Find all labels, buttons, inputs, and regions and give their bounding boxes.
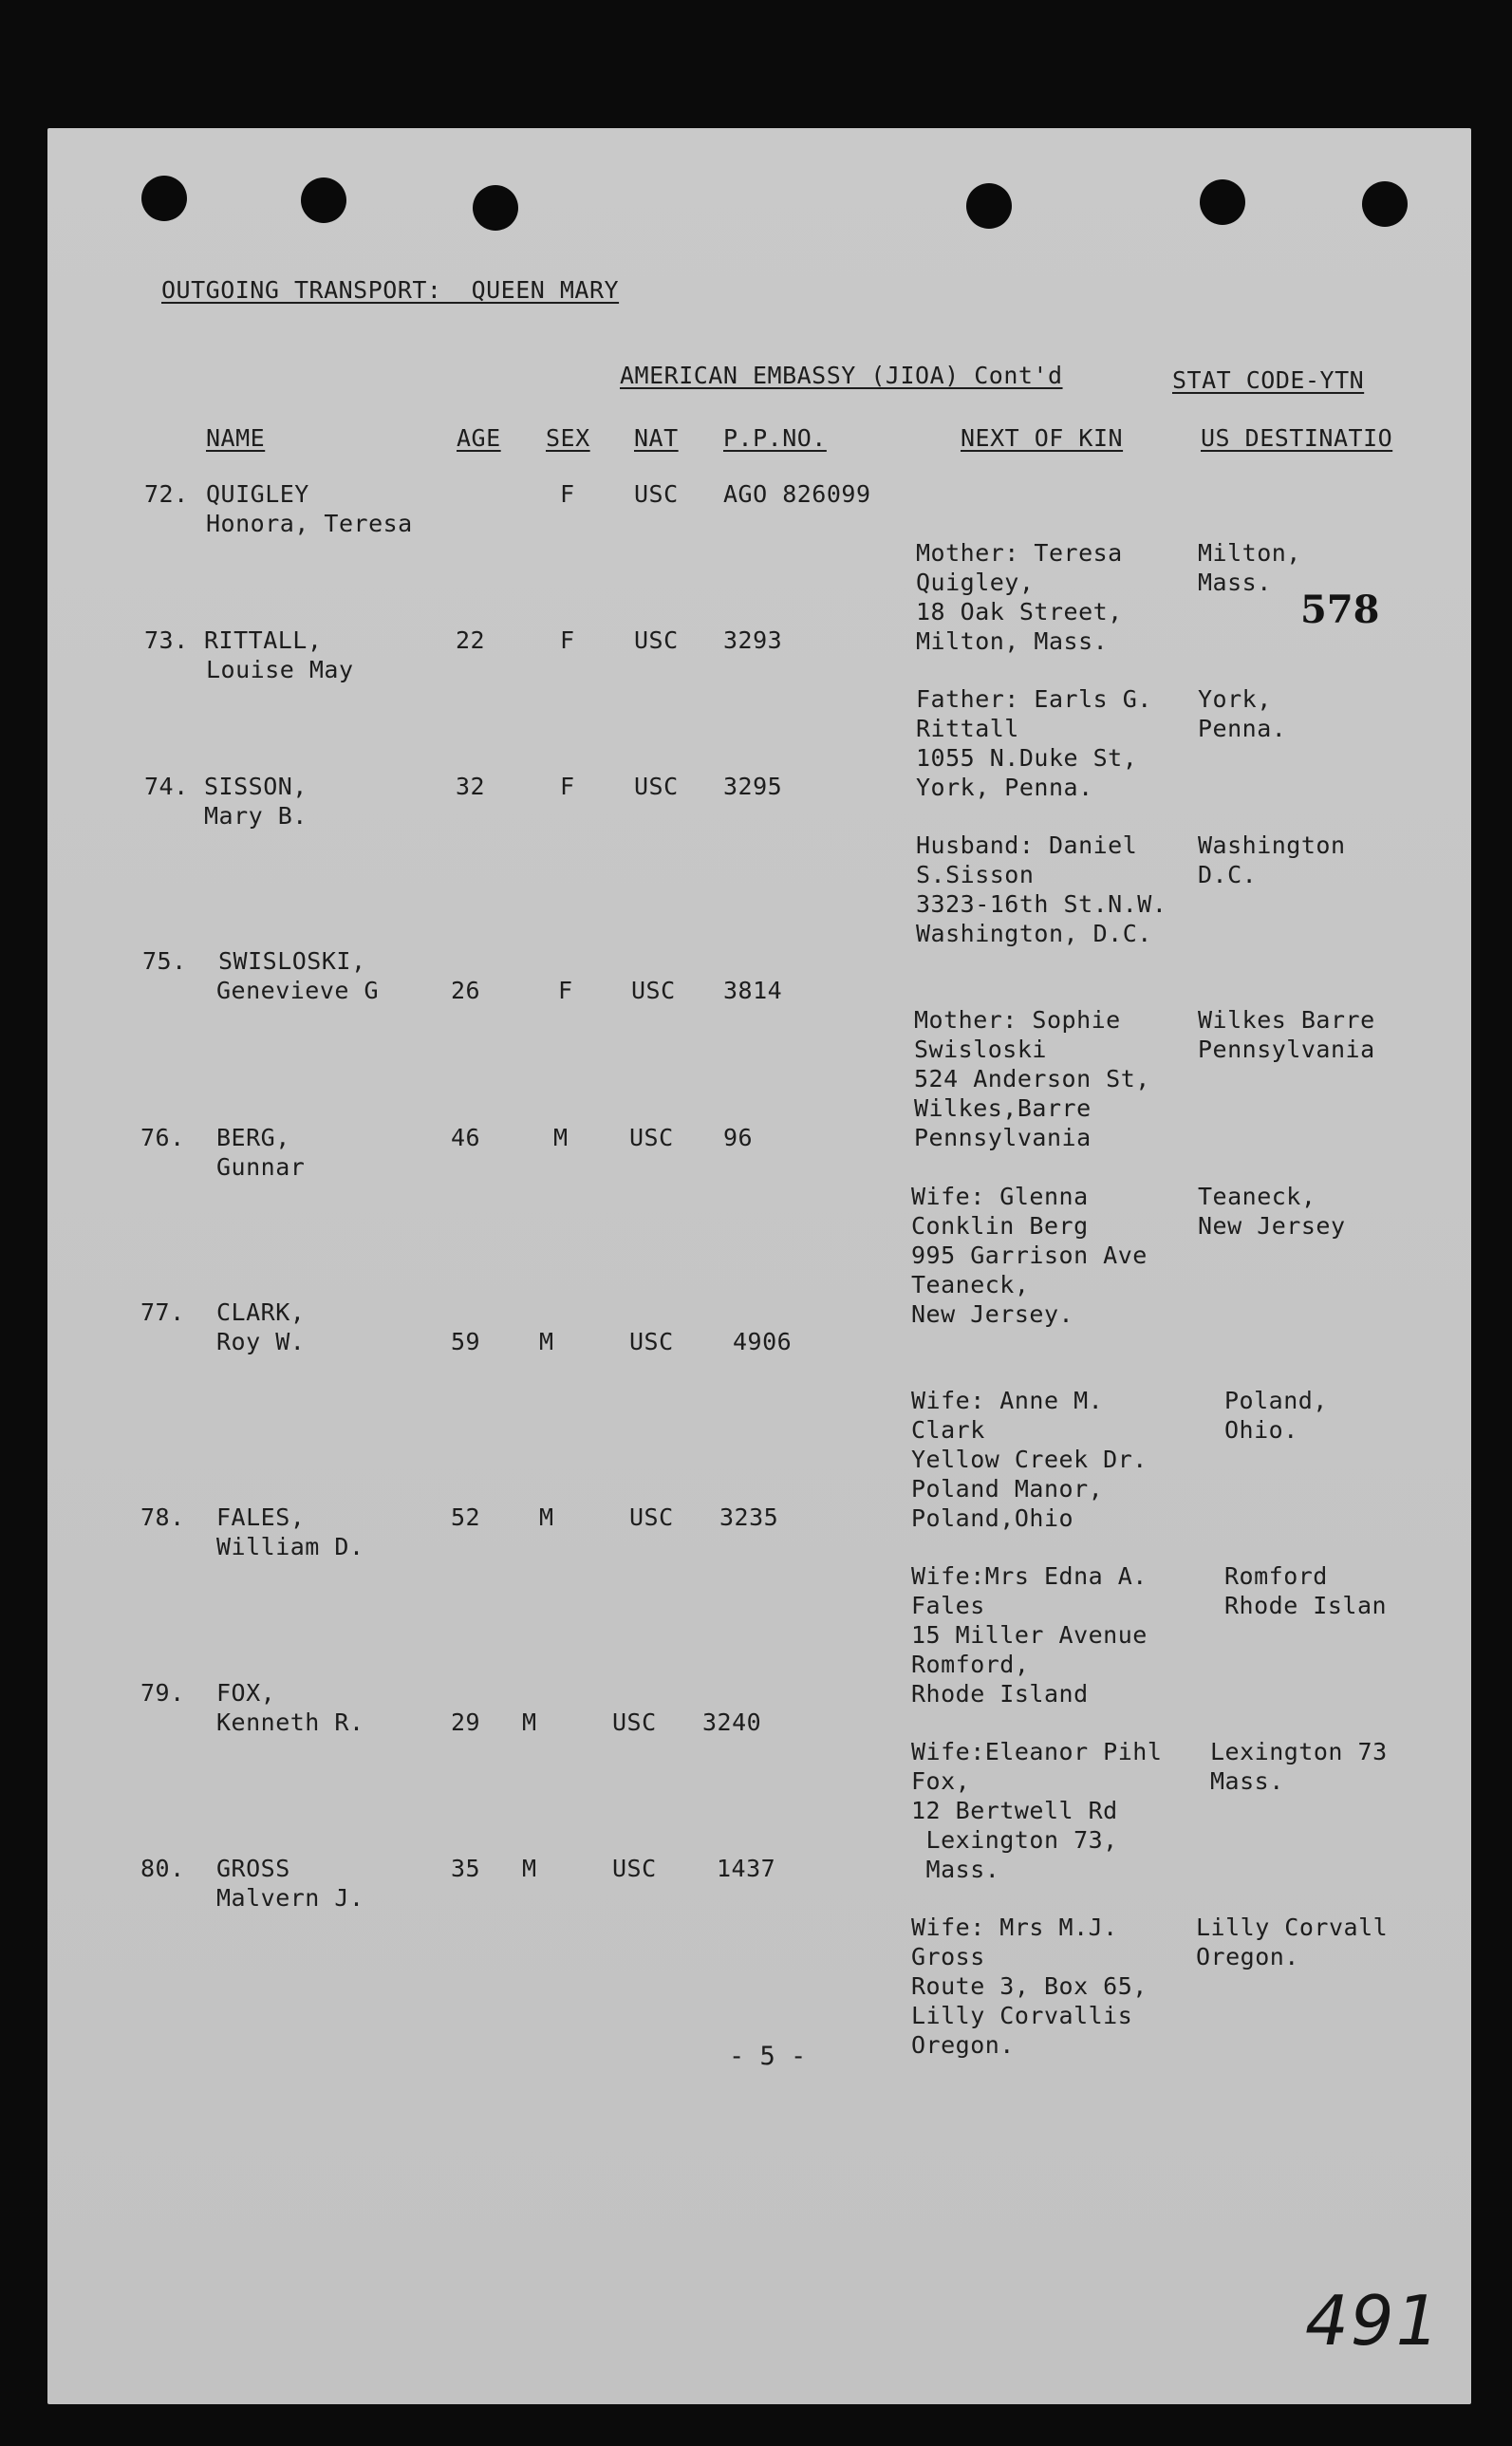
stamp-number: 578 xyxy=(1300,588,1380,632)
age-value: 26 xyxy=(451,977,481,1004)
nat-value: USC xyxy=(629,1328,674,1355)
row-number: 80. xyxy=(140,1855,185,1882)
nat-value: USC xyxy=(629,1124,674,1151)
sex-value: M xyxy=(522,1855,537,1882)
passport-number: 3235 xyxy=(719,1503,779,1531)
next-of-kin: Mother: Teresa Quigley, 18 Oak Street, Milton, Mass. xyxy=(916,539,1123,655)
us-destination: York, Penna. xyxy=(1198,685,1287,742)
age-value: 52 xyxy=(451,1503,481,1531)
stat-code-heading: STAT CODE-YTN xyxy=(1172,366,1365,394)
nat-value: USC xyxy=(634,480,679,508)
next-of-kin: Husband: Daniel S.Sisson 3323-16th St.N.W. Washington, D.C. xyxy=(916,831,1167,947)
nat-value: USC xyxy=(634,626,679,654)
sex-value: F xyxy=(560,773,575,800)
row-number: 78. xyxy=(140,1503,185,1531)
column-header-pp: P.P.NO. xyxy=(723,424,827,452)
passport-number: 3240 xyxy=(702,1708,762,1736)
row-number: 73. xyxy=(144,626,189,654)
next-of-kin: Wife: Mrs M.J. Gross Route 3, Box 65, Lilly Corvallis Oregon. xyxy=(911,1914,1148,2059)
next-of-kin: Wife:Mrs Edna A. Fales 15 Miller Avenue Romford, Rhode Island xyxy=(911,1562,1148,1708)
sex-value: M xyxy=(522,1708,537,1736)
transport-heading: OUTGOING TRANSPORT: QUEEN MARY xyxy=(161,276,620,304)
row-number: 74. xyxy=(144,773,189,800)
age-value: 29 xyxy=(451,1708,481,1736)
given-names: Louise May xyxy=(206,656,354,683)
given-names: Malvern J. xyxy=(216,1884,364,1912)
us-destination: Poland, Ohio. xyxy=(1224,1387,1328,1444)
given-names: Genevieve G xyxy=(216,977,380,1004)
column-header-nat: NAT xyxy=(634,424,679,452)
passport-number: 3293 xyxy=(723,626,783,654)
given-names: William D. xyxy=(216,1533,364,1560)
nat-value: USC xyxy=(612,1855,657,1882)
surname: SWISLOSKI, xyxy=(218,947,366,975)
row-number: 79. xyxy=(140,1679,185,1707)
passport-number: 96 xyxy=(723,1124,754,1151)
age-value: 35 xyxy=(451,1855,481,1882)
page-number: - 5 - xyxy=(729,2042,807,2071)
embassy-heading: AMERICAN EMBASSY (JIOA) Cont'd xyxy=(620,362,1063,389)
us-destination: Teaneck, New Jersey xyxy=(1198,1183,1346,1240)
us-destination: Romford Rhode Islan xyxy=(1224,1562,1388,1619)
column-header-age: AGE xyxy=(457,424,501,452)
us-destination: Washington D.C. xyxy=(1198,831,1346,888)
sex-value: M xyxy=(553,1124,569,1151)
us-destination: Lilly Corvall Oregon. xyxy=(1196,1914,1389,1970)
column-header-kin: NEXT OF KIN xyxy=(961,424,1124,452)
surname: GROSS xyxy=(216,1855,290,1882)
surname: QUIGLEY xyxy=(206,480,309,508)
passport-number: 3814 xyxy=(723,977,783,1004)
next-of-kin: Father: Earls G. Rittall 1055 N.Duke St, York, Penna. xyxy=(916,685,1152,801)
punch-hole xyxy=(1200,179,1245,225)
next-of-kin: Wife:Eleanor Pihl Fox, 12 Bertwell Rd Lexington 73, Mass. xyxy=(911,1738,1163,1883)
sex-value: F xyxy=(558,977,573,1004)
sex-value: M xyxy=(539,1328,554,1355)
row-number: 72. xyxy=(144,480,189,508)
handwritten-number: 491 xyxy=(1305,2281,1442,2361)
punch-hole xyxy=(1362,181,1408,227)
column-header-sex: SEX xyxy=(546,424,590,452)
passport-number: 3295 xyxy=(723,773,783,800)
nat-value: USC xyxy=(634,773,679,800)
next-of-kin: Mother: Sophie Swisloski 524 Anderson St, Wilkes,Barre Pennsylvania xyxy=(914,1006,1150,1151)
surname: BERG, xyxy=(216,1124,290,1151)
nat-value: USC xyxy=(612,1708,657,1736)
nat-value: USC xyxy=(629,1503,674,1531)
passport-number: AGO 826099 xyxy=(723,480,871,508)
column-header-dest: US DESTINATIO xyxy=(1201,424,1393,452)
row-number: 75. xyxy=(142,947,187,975)
age-value: 59 xyxy=(451,1328,481,1355)
age-value: 46 xyxy=(451,1124,481,1151)
punch-hole xyxy=(473,185,518,231)
age-value: 22 xyxy=(456,626,486,654)
sex-value: M xyxy=(539,1503,554,1531)
nat-value: USC xyxy=(631,977,676,1004)
row-number: 76. xyxy=(140,1124,185,1151)
surname: CLARK, xyxy=(216,1298,306,1326)
column-header-name: NAME xyxy=(206,424,266,452)
age-value: 32 xyxy=(456,773,486,800)
next-of-kin: Wife: Glenna Conklin Berg 995 Garrison Ave Teaneck, New Jersey. xyxy=(911,1183,1148,1328)
punch-hole xyxy=(141,176,187,221)
next-of-kin: Wife: Anne M. Clark Yellow Creek Dr. Poland Manor, Poland,Ohio xyxy=(911,1387,1148,1532)
sex-value: F xyxy=(560,480,575,508)
surname: RITTALL, xyxy=(204,626,323,654)
us-destination: Lexington 73 Mass. xyxy=(1210,1738,1388,1795)
given-names: Kenneth R. xyxy=(216,1708,364,1736)
document-page xyxy=(47,128,1471,2404)
surname: FOX, xyxy=(216,1679,276,1707)
sex-value: F xyxy=(560,626,575,654)
given-names: Honora, Teresa xyxy=(206,510,413,537)
punch-hole xyxy=(301,177,346,223)
row-number: 77. xyxy=(140,1298,185,1326)
us-destination: Milton, Mass. xyxy=(1198,539,1301,596)
passport-number: 1437 xyxy=(717,1855,776,1882)
surname: FALES, xyxy=(216,1503,306,1531)
passport-number: 4906 xyxy=(733,1328,793,1355)
surname: SISSON, xyxy=(204,773,308,800)
given-names: Mary B. xyxy=(204,802,308,830)
us-destination: Wilkes Barre Pennsylvania xyxy=(1198,1006,1375,1063)
given-names: Gunnar xyxy=(216,1153,306,1181)
given-names: Roy W. xyxy=(216,1328,306,1355)
punch-hole xyxy=(966,183,1012,229)
